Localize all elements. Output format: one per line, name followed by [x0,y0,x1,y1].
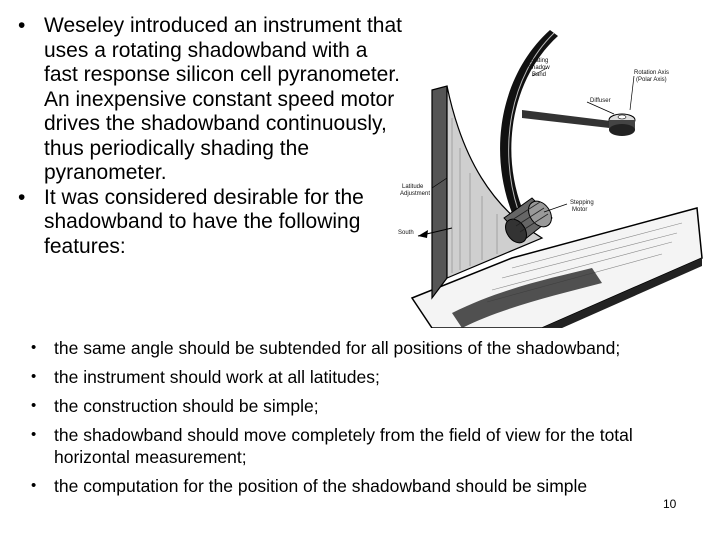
label-diffuser: Diffuser [590,98,611,104]
label-latitude-adjustment: Latitude Adjustment [400,184,431,197]
top-bullet-2 [14,186,404,260]
bullet-text: Weseley introduced an instrument that uses a rotating shadowband with a fast response silicon cell pyranometer. An inexpensive constant speed motor drives the shadowband continuously, thus periodically shading the pyranometer. [44,14,402,184]
label-south: South [398,230,414,236]
label-rotation-axis: Rotation Axis (Polar Axis) [634,70,670,83]
bottom-bullet-1 [28,337,708,359]
latitude-plate-edge [432,86,447,298]
bottom-bullet-5 [28,475,708,497]
label-rotating-shadow-band: Rotating Shadow Band [526,58,550,78]
bullet-glyph: • [18,14,26,37]
page-number: 10 [663,497,677,511]
top-bullet-1 [14,14,404,186]
bottom-bullet-list [28,337,708,504]
bullet-glyph: • [31,477,37,494]
bullet-text: the shadowband should move completely from the field of view for the total horizontal measurement; [54,425,633,467]
label-stepping-motor: Stepping Motor [570,200,594,213]
bottom-bullet-3 [28,395,708,417]
bullet-text: the computation for the position of the shadowband should be simple [54,476,588,496]
bullet-glyph: • [31,368,37,385]
bullet-text: the instrument should work at all latitudes; [54,367,380,387]
bullet-glyph: • [31,426,37,443]
bottom-bullet-4 [28,424,708,468]
bullet-glyph: • [31,339,37,356]
top-bullet-list [14,14,404,259]
shadowband-instrument-illustration [392,28,712,328]
bullet-glyph: • [31,397,37,414]
bullet-text: It was considered desirable for the shadowband to have the following features: [44,185,364,258]
bullet-glyph: • [18,185,26,209]
bullet-text: the same angle should be subtended for all positions of the shadowband; [54,338,621,358]
bottom-bullet-2 [28,366,708,388]
bullet-text: the construction should be simple; [54,396,319,416]
diffuser-housing [609,114,635,136]
